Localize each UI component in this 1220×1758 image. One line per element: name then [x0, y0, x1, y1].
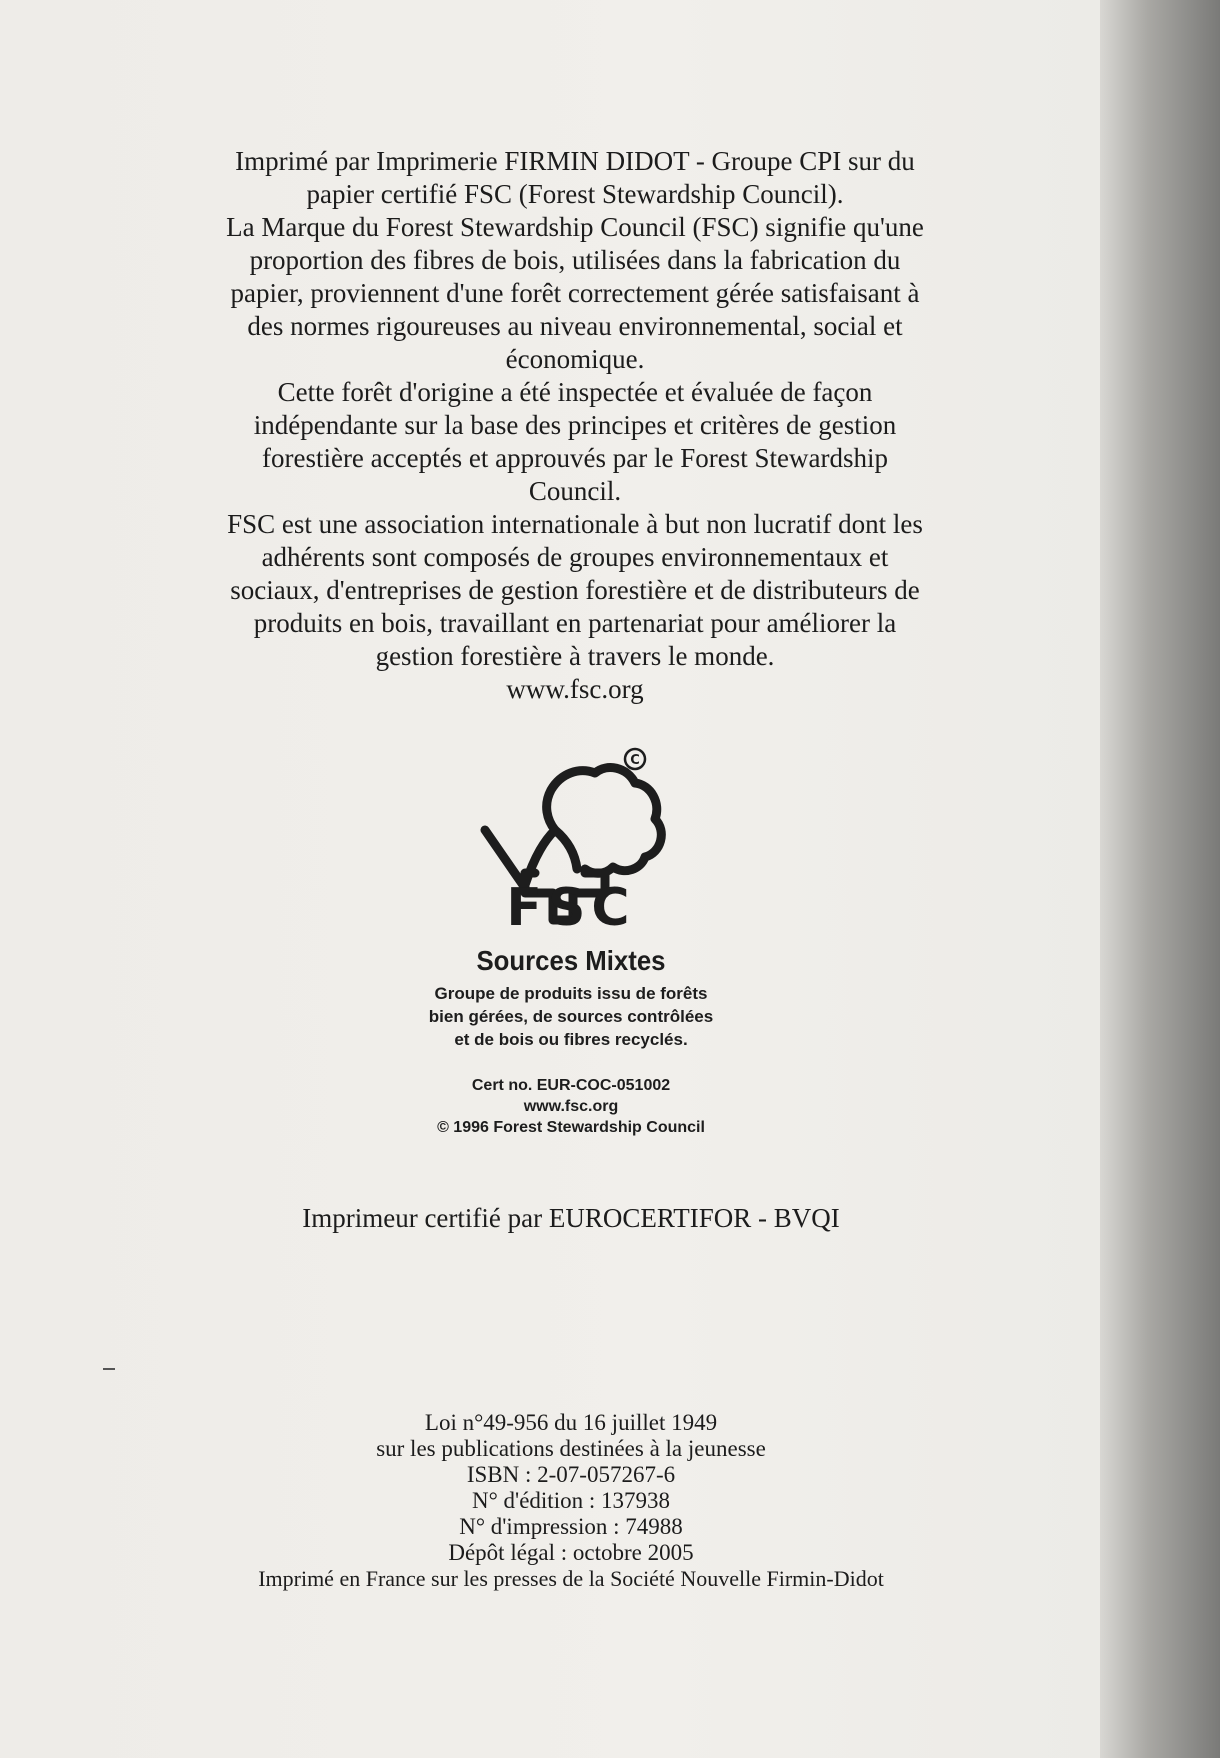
- page-edge-shadow: [1100, 0, 1220, 1758]
- printer-line: Imprimé en France sur les presses de la Société Nouvelle Firmin-Didot: [258, 1566, 884, 1591]
- label-description: Groupe de produits issu de forêts bien gérées, de sources contrôlées et de bois ou fibres recyclés.: [428, 984, 714, 1049]
- legal-deposit: Dépôt légal : octobre 2005: [448, 1540, 694, 1565]
- edition-number: N° d'édition : 137938: [472, 1488, 670, 1513]
- paragraph-inspection: Cette forêt d'origine a été inspectée et évaluée de façon indépendante sur la base des principes et critères de gestion forestière acceptés et approuvés par le Forest Stewardship Council.: [253, 377, 897, 506]
- law-reference: Loi n°49-956 du 16 juillet 1949: [424, 1410, 718, 1435]
- fsc-url: www.fsc.org: [506, 674, 644, 704]
- label-title: Sources Mixtes: [476, 945, 666, 976]
- cert-url: www.fsc.org: [523, 1098, 619, 1115]
- cert-info: [0, 1075, 1142, 1138]
- cert-number: Cert no. EUR-COC-051002: [471, 1077, 671, 1094]
- paragraph-mark: La Marque du Forest Stewardship Council (FSC) signifie qu'une proportion des fibres de bois, utilisées dans la fabrication du papier, proviennent d'une forêt correctement gérée satisfaisant à des normes rigoureuses au niveau environnemental, social et économique.: [226, 212, 924, 374]
- law-scope: sur les publications destinées à la jeunesse: [376, 1436, 766, 1461]
- paragraph-association: FSC est une association internationale à but non lucratif dont les adhérents sont composés de groupes environnementaux et sociaux, d'entreprises de gestion forestière et de distributeurs de produits en bois, travaillant en partenariat pour améliorer la gestion forestière à travers le monde.: [227, 509, 923, 671]
- margin-mark: [103, 1368, 115, 1370]
- paragraph-printer: Imprimé par Imprimerie FIRMIN DIDOT - Groupe CPI sur du papier certifié FSC (Forest Stewardship Council).: [235, 146, 915, 209]
- cert-copyright: © 1996 Forest Stewardship Council: [437, 1119, 705, 1136]
- printing-number: N° d'impression : 74988: [459, 1514, 683, 1539]
- fsc-statement: [140, 145, 1010, 706]
- isbn: ISBN : 2-07-057267-6: [466, 1462, 676, 1487]
- certifier-line: Imprimeur certifié par EUROCERTIFOR - BVQI: [302, 1203, 840, 1233]
- legal-notice: [0, 1410, 1142, 1592]
- fsc-wordmark: FSC: [506, 878, 636, 938]
- svg-text:C: C: [630, 753, 640, 768]
